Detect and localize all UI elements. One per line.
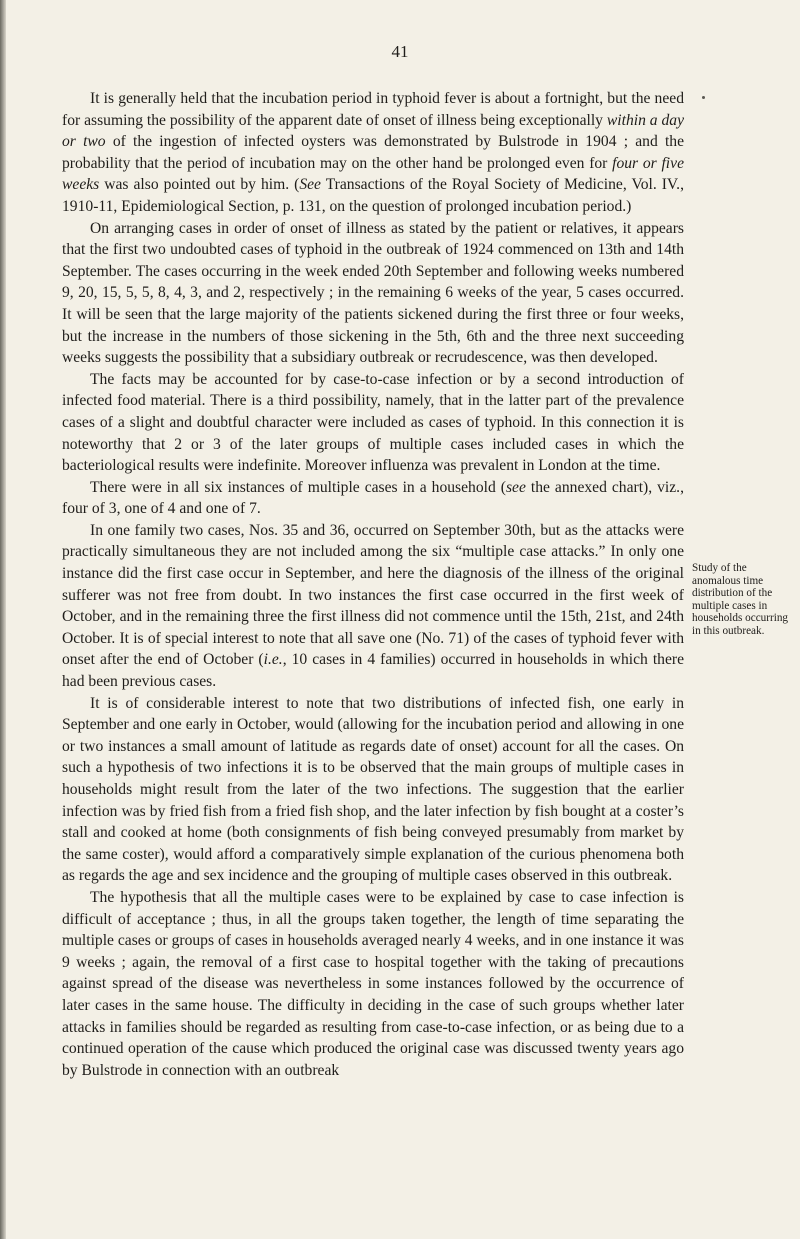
text-run: There were in all six instances of multiple cases in a household ( [90, 478, 506, 496]
paragraph [62, 693, 684, 887]
italic-run: i.e. [263, 651, 283, 669]
italic-run: four or five weeks [62, 154, 684, 194]
text-run: In one family two cases, Nos. 35 and 36, occurred on September 30th, but as the attacks were practically simultaneous they are not included among the six “multiple case attacks.” In only one instance did the first case occur in September, and here the diagnosis of the illness of the original sufferer was not free from doubt. In two instances the first case occurred in the first week of October, and in the remaining three the first illness did not commence until the 15th, 21st, and 24th October. It is of special interest to note that all save one (No. 71) of the cases of typhoid fever with onset after the end of October ( [62, 521, 684, 669]
text-run: Transactions of the Royal Society of Medicine, Vol. IV., 1910-11, Epidemiological Section, p. 131, on the question of prolonged incubation period.) [62, 176, 684, 215]
margin-mark [702, 96, 705, 99]
paragraph [62, 477, 684, 520]
italic-run: within a day or two [62, 111, 684, 151]
text-run: of the ingestion of infected oysters was demonstrated by Bulstrode in 1904 ; and the probability that the period of incubation may on the other hand be prolonged even for [62, 133, 685, 172]
text-run: It is of considerable interest to note that two distributions of infected fish, one early in September and one early in October, would (allowing for the incubation period and allowing in one or two instances a small amount of latitude as regards date of onset) account for all the cases. On such a hypothesis of two infections it is to be observed that the main groups of multiple cases in households might result from the later of the two infections. The suggestion that the earlier infection was by fried fish from a fried fish shop, and the later infection by fish bought at a coster’s stall and cooked at home (both consignments of fish being conveyed presumably from market by the same coster), would afford a comparatively simple explanation of the curious phenomena both as regards the age and sex incidence and the grouping of multiple cases observed in this outbreak. [62, 694, 684, 885]
text-run: was also pointed out by him. ( [99, 176, 300, 194]
main-text [62, 88, 684, 1081]
paragraph [62, 88, 684, 218]
paragraph [62, 218, 684, 369]
page-number: 41 [391, 42, 409, 61]
text-run: The hypothesis that all the multiple cases were to be explained by case to case infection is difficult of acceptance ; thus, in all the groups taken together, the length of time separating the multiple cases or groups of cases in households averaged nearly 4 weeks, and in one instance it was 9 weeks ; again, the removal of a first case to hospital together with the taking of precautions against spread of the disease was nevertheless in some instances followed by the occurrence of later cases in the same house. The difficulty in deciding in the case of such groups whether later attacks in families should be regarded as resulting from case-to-case infection, or as being due to a continued operation of the cause which produced the original case was discussed twenty years ago by Bulstrode in connection with an outbreak [62, 888, 684, 1079]
paragraph [62, 369, 684, 477]
paragraph [62, 520, 684, 693]
text-run: On arranging cases in order of onset of illness as stated by the patient or relatives, it appears that the first two undoubted cases of typhoid in the outbreak of 1924 commenced on 13th and 14th September. The cases occurring in the week ended 20th September and following weeks numbered 9, 20, 15, 5, 5, 8, 4, 3, and 2, respectively ; in the remaining 6 weeks of the year, 5 cases occurred. It will be seen that the large majority of the patients sickened during the first three or four weeks, but the increase in the numbers of those sickening in the 5th, 6th and the three next succeeding weeks suggests the possibility that a subsidiary outbreak or recrudescence, was then developed. [62, 219, 684, 367]
paragraph [62, 887, 684, 1081]
text-run: The facts may be accounted for by case-to-case infection or by a second introduction of infected food material. There is a third possibility, namely, that in the latter part of the prevalence cases of a slight and doubtful character were included as cases of typhoid. In this connection it is noteworthy that 2 or 3 of the later groups of multiple cases included cases in which the bacteriological results were indefinite. Moreover influenza was prevalent in London at the time. [62, 370, 684, 475]
margin-sidenote: Study of the anomalous time distribution of the multiple cases in households occurring in this outbreak. [692, 562, 789, 637]
text-run: , 10 cases in 4 families) occurred in households in which there had been previous cases. [62, 651, 684, 691]
text-run: It is generally held that the incubation period in typhoid fever is about a fortnight, but the need for assuming the possibility of the apparent date of onset of illness being exceptionally [62, 90, 684, 129]
text-run: the annexed chart), viz., four of 3, one of 4 and one of 7. [62, 478, 684, 518]
italic-run: see [505, 478, 526, 496]
italic-run: See [299, 176, 321, 194]
page-edge-shadow [0, 0, 6, 1239]
